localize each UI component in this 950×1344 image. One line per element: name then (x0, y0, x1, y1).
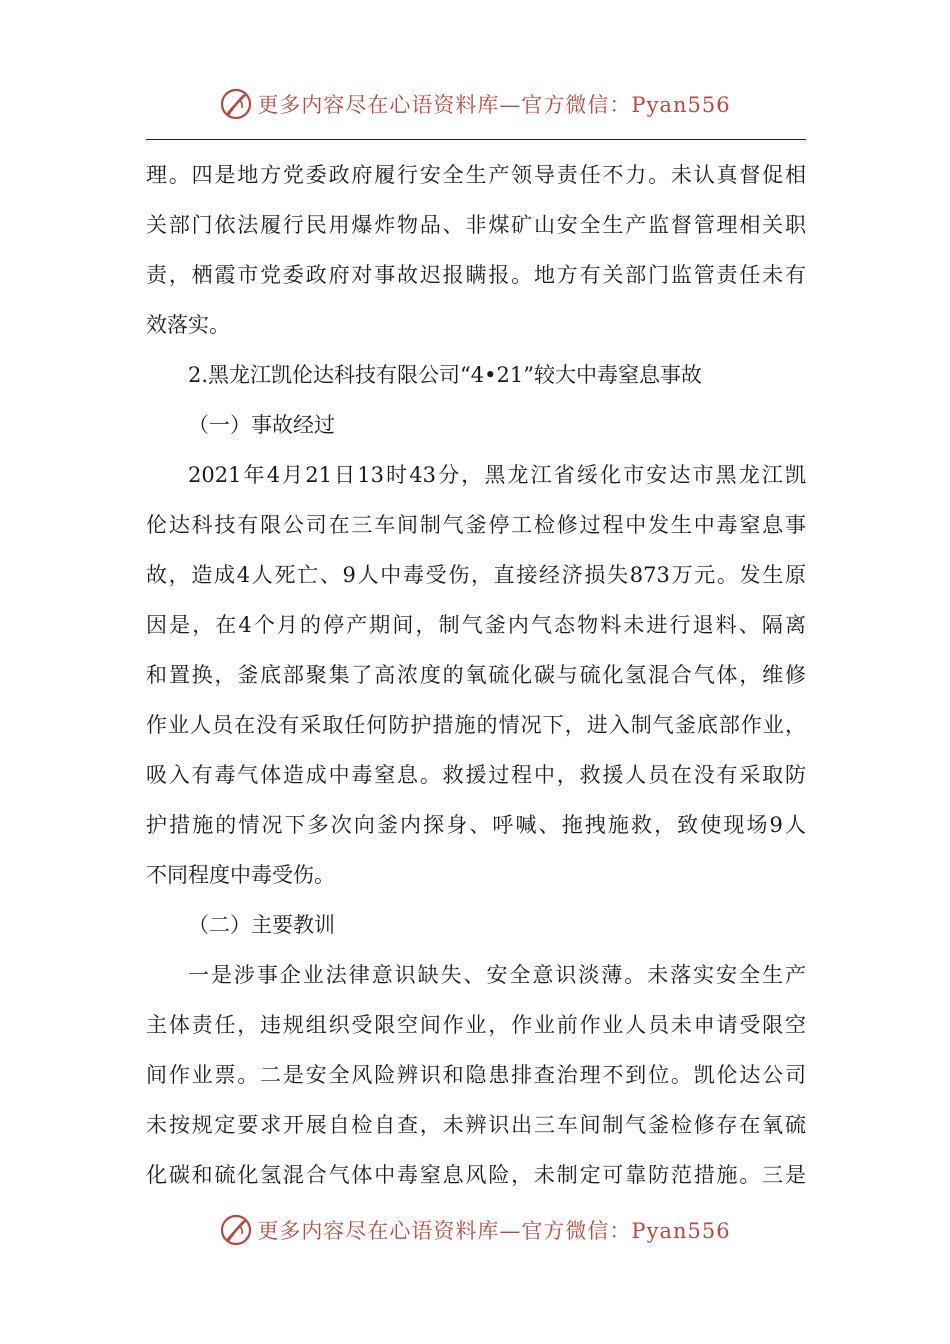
text-line: 关部门依法履行民用爆炸物品、非煤矿山安全生产监督管理相关职 (146, 213, 806, 237)
footer-watermark (0, 1210, 950, 1250)
text-line: 一是涉事企业法律意识缺失、安全意识淡薄。未落实安全生产 (188, 963, 806, 987)
header-divider (146, 139, 806, 140)
text-line: 作业人员在没有采取任何防护措施的情况下，进入制气釜底部作业， (146, 713, 806, 737)
text-line: 效落实。 (146, 313, 230, 337)
text-line: 理。四是地方党委政府履行安全生产领导责任不力。未认真督促相 (146, 163, 806, 187)
text-line: 因是，在4个月的停产期间，制气釜内气态物料未进行退料、隔离 (146, 613, 806, 637)
section-heading: 2.黑龙江凯伦达科技有限公司“4•21”较大中毒窒息事故 (188, 363, 702, 387)
watermark-text: 更多内容尽在心语资料库—官方微信：Pyan556 (257, 93, 731, 117)
text-line: 故，造成4人死亡、9人中毒受伤，直接经济损失873万元。发生原 (146, 563, 806, 587)
subsection-heading: （一）事故经过 (188, 413, 335, 437)
text-line: 不同程度中毒受伤。 (146, 863, 335, 887)
quill-logo-icon (219, 1213, 253, 1247)
text-line: 化碳和硫化氢混合气体中毒窒息风险，未制定可靠防范措施。三是 (146, 1163, 806, 1187)
text-line: 未按规定要求开展自检自查，未辨识出三车间制气釜检修存在氧硫 (146, 1113, 806, 1137)
text-line: 吸入有毒气体造成中毒窒息。救援过程中，救援人员在没有采取防 (146, 763, 806, 787)
text-line: 伦达科技有限公司在三车间制气釜停工检修过程中发生中毒窒息事 (146, 513, 806, 537)
text-line: 2021年4月21日13时43分，黑龙江省绥化市安达市黑龙江凯 (188, 463, 806, 487)
text-line: 责，栖霞市党委政府对事故迟报瞒报。地方有关部门监管责任未有 (146, 263, 806, 287)
quill-logo-icon (219, 87, 253, 121)
watermark-text: 更多内容尽在心语资料库—官方微信：Pyan556 (257, 1219, 731, 1243)
text-line: 护措施的情况下多次向釜内探身、呼喊、拖拽施救，致使现场9人 (146, 813, 806, 837)
text-line: 主体责任，违规组织受限空间作业，作业前作业人员未申请受限空 (146, 1013, 806, 1037)
text-line: 间作业票。二是安全风险辨识和隐患排查治理不到位。凯伦达公司 (146, 1063, 806, 1087)
header-watermark (0, 84, 950, 124)
document-body (146, 150, 806, 1200)
text-line: 和置换，釜底部聚集了高浓度的氧硫化碳与硫化氢混合气体，维修 (146, 663, 806, 687)
subsection-heading: （二）主要教训 (188, 913, 335, 937)
